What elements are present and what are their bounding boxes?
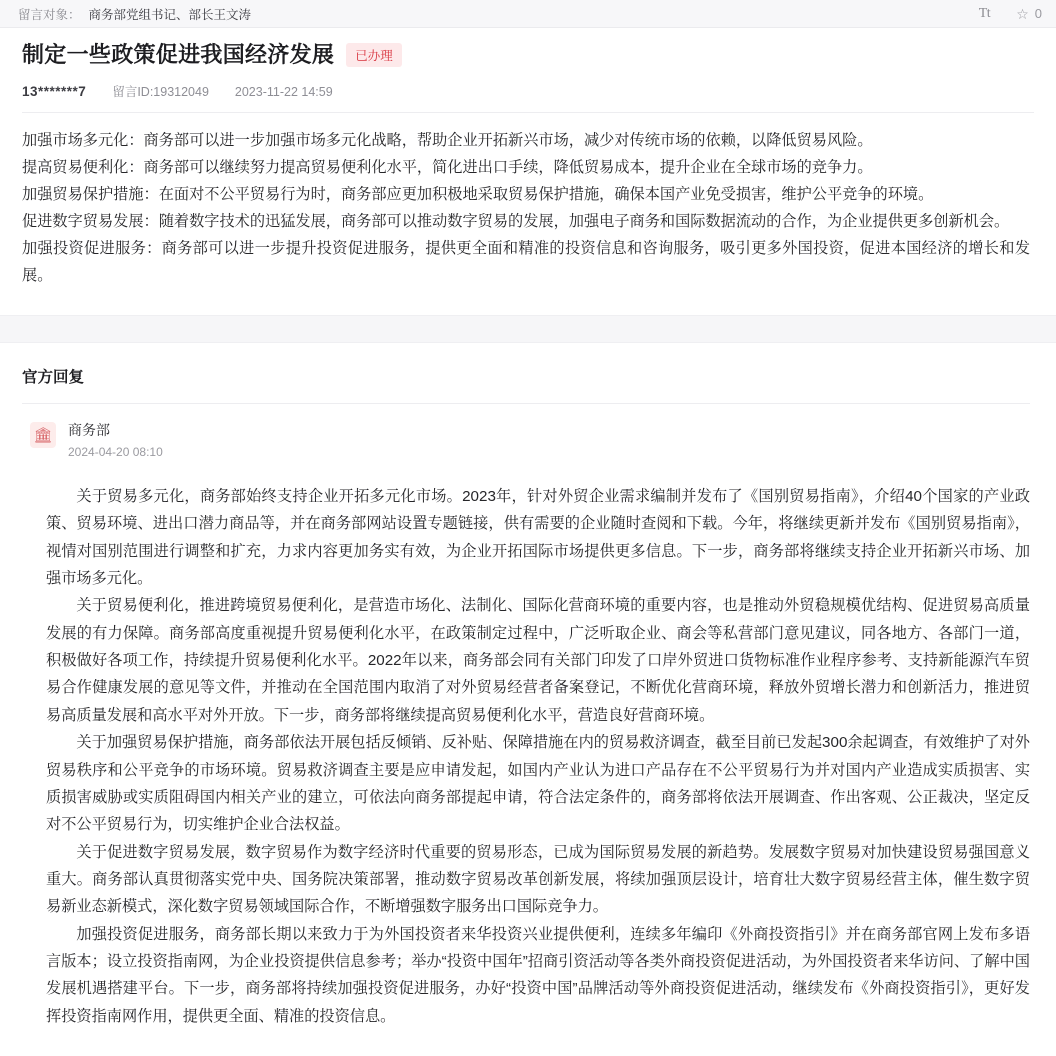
question-paragraph: 加强贸易保护措施：在面对不公平贸易行为时，商务部应更加积极地采取贸易保护措施，确保本国产业免受损害，维护公平竞争的环境。: [22, 185, 934, 203]
government-building-icon: 🏛: [30, 422, 56, 448]
section-separator-band: [0, 315, 1056, 343]
favorite-button[interactable]: [1016, 6, 1042, 21]
author-name: 13*******7: [22, 83, 87, 99]
question-paragraph: 提高贸易便利化：商务部可以继续努力提高贸易便利化水平，简化进出口手续，降低贸易成本，提升企业在全球市场的竞争力。: [22, 158, 873, 176]
reply-paragraph: 关于促进数字贸易发展，数字贸易作为数字经济时代重要的贸易形态，已成为国际贸易发展的新趋势。发展数字贸易对加快建设贸易强国意义重大。商务部认真贯彻落实党中央、国务院决策部署，推动数字贸易改革创新发展，将续加强顶层设计，培育壮大数字贸易经营主体，催生数字贸易新业态新模式，深化数字贸易领域国际合作，不断增强数字服务出口国际竞争力。: [46, 843, 1030, 916]
topbar: [0, 0, 1056, 28]
message-id: 留言ID:19312049: [112, 84, 209, 99]
reply-paragraph: 加强投资促进服务，商务部长期以来致力于为外国投资者来华投资兴业提供便利，连续多年编印《外商投资指引》并在商务部官网上发布多语言版本；设立投资指南网，为企业投资提供信息参考；举办“投资中国年”招商引资活动等各类外商投资促进活动，为外国投资者来华访问、了解中国发展机遇搭建平台。下一步，商务部将持续加强投资促进服务，办好“投资中国”品牌活动等外商投资促进活动，继续发布《外商投资指引》，更好发挥投资指南网作用，提供更全面、精准的投资信息。: [46, 925, 1030, 1025]
reply-divider: [22, 403, 1030, 404]
question-body: [0, 113, 1056, 311]
responder-row: [22, 420, 1030, 459]
reply-body: [0, 483, 1056, 1056]
target-label: 留言对象：: [18, 7, 81, 22]
star-icon: ☆: [1016, 5, 1029, 22]
official-reply-section: [0, 343, 1056, 469]
post-header: [0, 28, 1056, 112]
status-badge: 已办理: [346, 43, 402, 67]
reply-time: 2024-04-20 08:10: [68, 444, 163, 459]
title-row: [22, 40, 1034, 70]
target-value: 商务部党组书记、部长王文涛: [88, 7, 252, 22]
question-paragraph: 加强投资促进服务：商务部可以进一步提升投资促进服务，提供更全面和精准的投资信息和咨询服务，吸引更多外国投资，促进本国经济的增长和发展。: [22, 239, 1030, 284]
responder-name: 商务部: [68, 421, 110, 438]
font-size-button[interactable]: [979, 6, 990, 22]
post-time: 2023-11-22 14:59: [234, 84, 333, 99]
reply-paragraph: 关于加强贸易保护措施，商务部依法开展包括反倾销、反补贴、保障措施在内的贸易救济调查，截至目前已发起300余起调查，有效维护了对外贸易秩序和公平竞争的市场环境。贸易救济调查主要是应申请发起，如国内产业认为进口产品存在不公平贸易行为并对国内产业造成实质损害、实质损害威胁或实质阻碍国内相关产业的建立，可依法向商务部提起申请，符合法定条件的，商务部将依法开展调查、作出客观、公正裁决，坚定反对不公平贸易行为，切实维护企业合法权益。: [46, 734, 1030, 834]
responder-meta: [68, 420, 163, 459]
star-count: 0: [1034, 6, 1042, 21]
font-size-icon: Tt: [978, 5, 991, 21]
question-paragraph: 促进数字贸易发展：随着数字技术的迅猛发展，商务部可以推动数字贸易的发展，加强电子商务和国际数据流动的合作，为企业提供更多创新机会。: [22, 212, 1010, 230]
reply-heading: 官方回复: [22, 368, 85, 386]
reply-paragraph: 关于贸易多元化，商务部始终支持企业开拓多元化市场。2023年，针对外贸企业需求编制并发布了《国别贸易指南》，介绍40个国家的产业政策、贸易环境、进出口潜力商品等，并在商务部网站设置专题链接，供有需要的企业随时查阅和下载。今年，将继续更新并发布《国别贸易指南》，视情对国别范围进行调整和扩充，力求内容更加务实有效，为企业开拓国际市场提供更多信息。下一步，商务部将继续支持企业开拓新兴市场、加强市场多元化。: [46, 487, 1030, 588]
page-title: 制定一些政策促进我国经济发展: [22, 42, 335, 67]
question-paragraph: 加强市场多元化：商务部可以进一步加强市场多元化战略，帮助企业开拓新兴市场，减少对传统市场的依赖，以降低贸易风险。: [22, 131, 873, 149]
reply-paragraph: 关于贸易便利化，推进跨境贸易便利化，是营造市场化、法制化、国际化营商环境的重要内容，也是推动外贸稳规模优结构、促进贸易高质量发展的有力保障。商务部高度重视提升贸易便利化水平，在政策制定过程中，广泛听取企业、商会等私营部门意见建议，同各地方、各部门一道，积极做好各项工作，持续提升贸易便利化水平。2022年以来，商务部会同有关部门印发了口岸外贸进口货物标准作业程序参考、支持新能源汽车贸易合作健康发展的意见等文件，并推动在全国范围内取消了对外贸易经营者备案登记，不断优化营商环境，释放外贸增长潜力和创新活力，推进贸易高质量发展和高水平对外开放。下一步，商务部将继续提高贸易便利化水平，营造良好营商环境。: [46, 597, 1030, 724]
post-meta: [22, 82, 1034, 112]
